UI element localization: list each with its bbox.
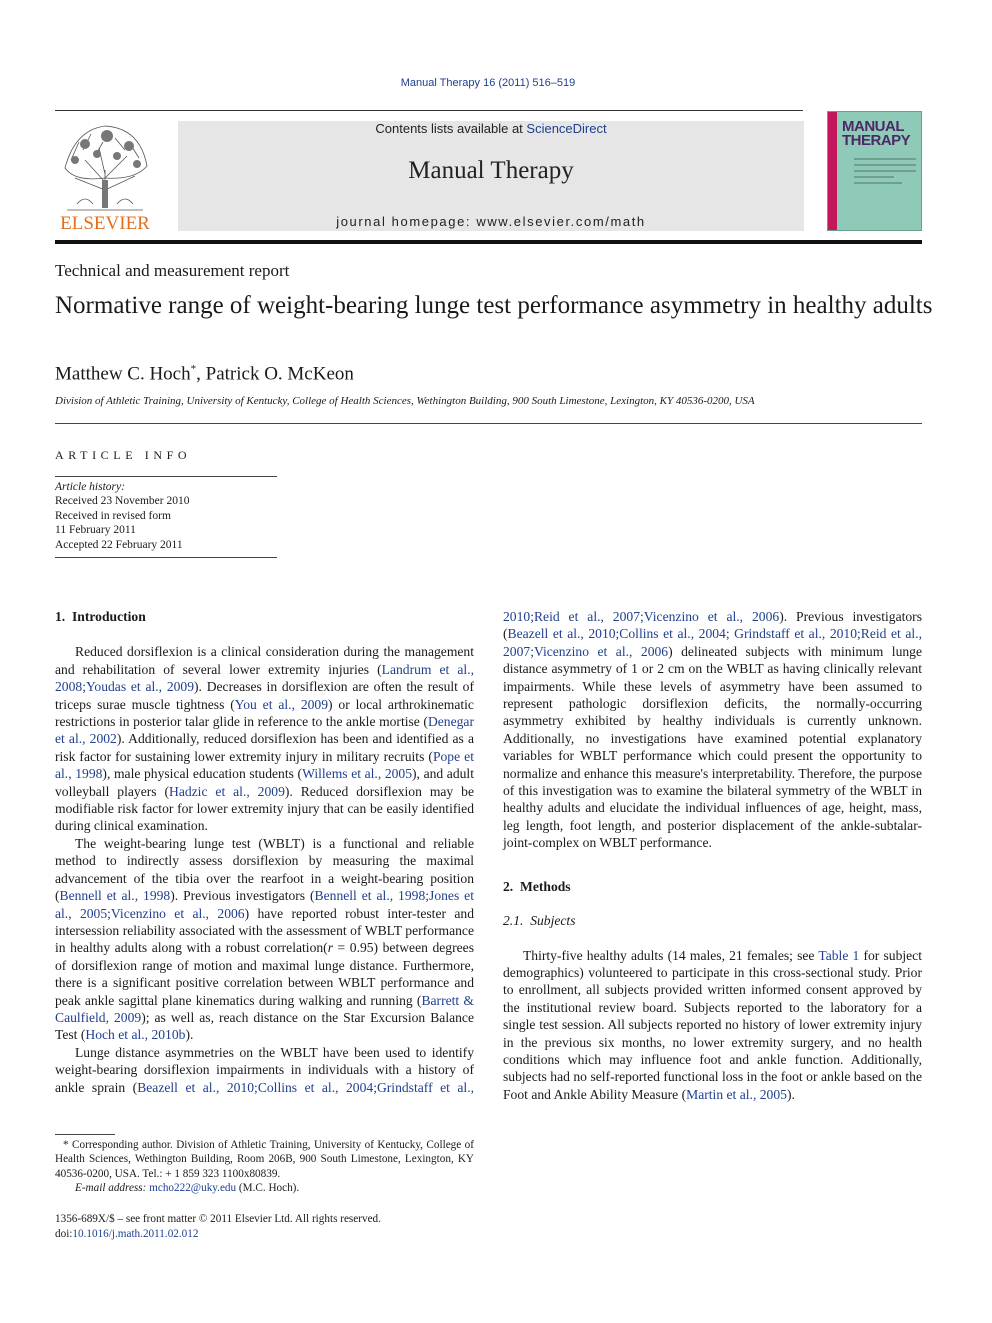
email-link[interactable]: mcho222@uky.edu	[149, 1182, 237, 1195]
section-title: Methods	[520, 878, 571, 894]
cover-title: MANUAL THERAPY	[842, 118, 911, 149]
paper-title: Normative range of weight-bearing lunge test performance asymmetry in healthy adults	[55, 292, 933, 319]
body-paragraph	[55, 1044, 474, 1096]
article-info-rule	[55, 476, 277, 477]
section-number: 1.	[55, 609, 66, 624]
section-number: 2.	[503, 878, 514, 894]
author-affiliation: Division of Athletic Training, University of Kentucky, College of Health Sciences, Wethington Building, 900 South Limestone, Lexington, KY 40536-0200, USA	[55, 395, 755, 407]
citation-link[interactable]: Table 1	[818, 947, 860, 963]
cover-stripe	[828, 112, 837, 230]
email-suffix: (M.C. Hoch).	[236, 1182, 300, 1195]
subsection-number: 2.1.	[503, 913, 524, 929]
elsevier-wordmark: ELSEVIER	[60, 213, 150, 232]
body-paragraph: Reduced dorsiflexion is a clinical consideration during the management and rehabilitation of several lower extremity injuries (Landrum et al., 2008;Youdas et al., 2009). Decreases in dorsiflexion are often the result of triceps surae muscle tightness (You et al., 2009) or local arthrokinematic restrictions in posterior talar glide in reference to the ankle mortise (Denegar et al., 2002). Additionally, reduced dorsiflexion has been and identified as a risk factor for sustaining lower extremity injury in military recruits (Pope et al., 1998), male physical education students (Willems et al., 2005), and adult volleyball players (Hadzic et al., 2009). Reduced dorsiflexion may be modifiable risk factor for lower extremity injury that can be easily identified during clinical examination.	[55, 644, 474, 834]
contents-prefix: Contents lists available at	[375, 121, 527, 136]
corresponding-author-footnote	[55, 1138, 474, 1196]
contents-available-line	[178, 121, 804, 136]
citation-link[interactable]: 2010;Reid et al., 2007;Vicenzino et al., 2006	[503, 609, 780, 624]
copyright-line: 1356-689X/$ – see front matter © 2011 Elsevier Ltd. All rights reserved.	[55, 1213, 381, 1225]
history-line: 11 February 2011	[55, 524, 136, 537]
section-heading-introduction	[55, 608, 474, 625]
journal-name: Manual Therapy	[408, 157, 574, 184]
subsection-title: Subjects	[530, 913, 576, 929]
affiliation-rule	[55, 423, 922, 424]
body-paragraph: Thirty-five healthy adults (14 males, 21 females; see Table 1 for subject demographics) volunteered to participate in this cross-sectional study. Prior to enrollment, all subjects provided written informed consent approved by the institutional review board. Subjects reported to the laboratory for a single test session. All subjects reported no history of lower extremity injury in the previous six months, no lower extremity surgery, and no health conditions which may influence foot and ankle function. Additionally, subjects had no self-reported functional loss in the foot or ankle based on the Foot and Ankle Ability Measure (Martin et al., 2005).	[503, 947, 922, 1102]
doi-prefix: doi:	[55, 1228, 73, 1240]
citation-link[interactable]: Hoch et al., 2010b	[85, 1027, 186, 1043]
doi-line	[55, 1227, 381, 1242]
elsevier-tree-icon	[55, 120, 155, 232]
doi-link[interactable]: 10.1016/j.math.2011.02.012	[72, 1228, 199, 1240]
body-column-right	[503, 608, 922, 1103]
history-line: Received in revised form	[55, 509, 171, 522]
citation-link[interactable]: Denegar et al., 2002	[55, 714, 474, 747]
citation-link[interactable]: Beazell et al., 2010;Collins et al., 2004; Grindstaff et al., 2010;Reid et al., 2007;Vicenzino et al., 2006	[503, 626, 922, 659]
citation-link[interactable]: Bennell et al., 1998;Jones et al., 2005;Vicenzino et al., 2006	[55, 888, 474, 921]
citation-link[interactable]: You et al., 2009	[234, 696, 329, 712]
history-line: Accepted 22 February 2011	[55, 538, 183, 551]
header-thick-rule	[55, 240, 922, 244]
cover-line	[854, 164, 916, 166]
text-run: ) delineated subjects with minimum lunge distance asymmetry of 1 or 2 cm on the WBLT as having clinically relevant impairments. While these levels of asymmetry have been assumed to represent pathologic dorsiflexion deficits, the normally-occurring asymmetry exhibited by healthy individuals is currently unknown. Additionally, no investigations have examined potential explanatory variables for WBLT performance which could present the opportunity to normalize and enhance this measure's interpretability. Therefore, the purpose of this investigation was to examine the bilateral symmetry of the WBLT in healthy adults and elucidate the individual influences of age, height, mass, leg length, foot length, and posterior displacement of the ankle-subtalar-joint-complex on WBLT performance.	[503, 643, 923, 851]
author-separator: ,	[196, 363, 206, 385]
author-name[interactable]: Patrick O. McKeon	[205, 363, 354, 385]
front-matter	[55, 1212, 381, 1242]
citation-link[interactable]: Barrett & Caulfield, 2009	[55, 992, 474, 1025]
citation-link[interactable]: Willems et al., 2005	[302, 766, 413, 782]
sciencedirect-link[interactable]: ScienceDirect	[526, 121, 607, 136]
article-history	[55, 480, 189, 552]
citation-link[interactable]: Hadzic et al., 2009	[169, 783, 285, 799]
math-variable: r	[327, 940, 333, 956]
article-history-label: Article history:	[55, 481, 125, 493]
body-paragraph: The weight-bearing lunge test (WBLT) is a functional and reliable method to indirectly assess dorsiflexion by measuring the maximal advancement of the tibia over the rearfoot in a weight-bearing position (Bennell et al., 1998). Previous investigators (Bennell et al., 1998;Jones et al., 2005;Vicenzino et al., 2006) have reported robust inter-tester and intersession reliability associated with the assessment of WBLT performance in healthy adults along with a robust correlation(r = 0.95) between degrees of dorsiflexion range of motion and maximal lunge distance. Furthermore, there is a significant positive correlation between WBLT performance and peak ankle sagittal plane kinematics during walking and running (Barrett & Caulfield, 2009); as well as, reach distance on the Star Excursion Balance Test (Hoch et al., 2010b).	[55, 835, 474, 1043]
footnote-email-line	[55, 1181, 474, 1195]
footnote-rule	[55, 1134, 115, 1135]
corresponding-author-mark[interactable]: *	[190, 363, 197, 375]
author-name[interactable]: Matthew C. Hoch	[55, 363, 191, 385]
subsection-heading-subjects	[503, 912, 922, 929]
journal-cover-thumbnail[interactable]	[827, 111, 922, 231]
cover-line	[854, 170, 916, 172]
journal-homepage[interactable]: journal homepage: www.elsevier.com/math	[336, 214, 646, 229]
cover-line	[854, 176, 894, 178]
citation-link[interactable]: Beazell et al., 2010;Collins et al., 2004;Grindstaff et al.,	[137, 1079, 475, 1095]
body-column-left	[55, 608, 474, 1096]
text-run: Lunge distance asymmetries on the WBLT have been used to identify weight-bearing dorsiflexion impairments in individuals with a history of ankle sprain (	[55, 1044, 474, 1095]
cover-line	[854, 158, 916, 160]
journal-citation[interactable]: Manual Therapy 16 (2011) 516–519	[400, 77, 576, 89]
cover-line	[854, 182, 902, 184]
footnote-text: * Corresponding author. Division of Athletic Training, University of Kentucky, College of Health Sciences, Wethington Building, Room 206B, 900 South Limestone, Lexington, KY 40536-0200, USA. Tel.: + 1 859 323 1100x80839.	[55, 1139, 474, 1180]
header-top-rule	[55, 110, 803, 111]
text-run: ). Previous investigators (	[503, 609, 922, 642]
citation-link[interactable]: Bennell et al., 1998	[59, 888, 171, 904]
article-info-rule	[55, 557, 277, 558]
email-label: E-mail address:	[75, 1182, 150, 1195]
elsevier-logo[interactable]	[55, 120, 155, 232]
author-list	[55, 363, 354, 385]
body-paragraph-continuation	[503, 608, 922, 852]
article-info-heading: ARTICLE INFO	[55, 448, 192, 462]
section-heading-methods	[503, 878, 922, 895]
citation-link[interactable]: Landrum et al., 2008;Youdas et al., 2009	[55, 661, 474, 695]
article-type-label: Technical and measurement report	[55, 261, 290, 280]
history-line: Received 23 November 2010	[55, 495, 190, 508]
section-title: Introduction	[72, 609, 146, 624]
citation-link[interactable]: Martin et al., 2005	[686, 1086, 787, 1102]
citation-link[interactable]: Pope et al., 1998	[55, 748, 474, 782]
